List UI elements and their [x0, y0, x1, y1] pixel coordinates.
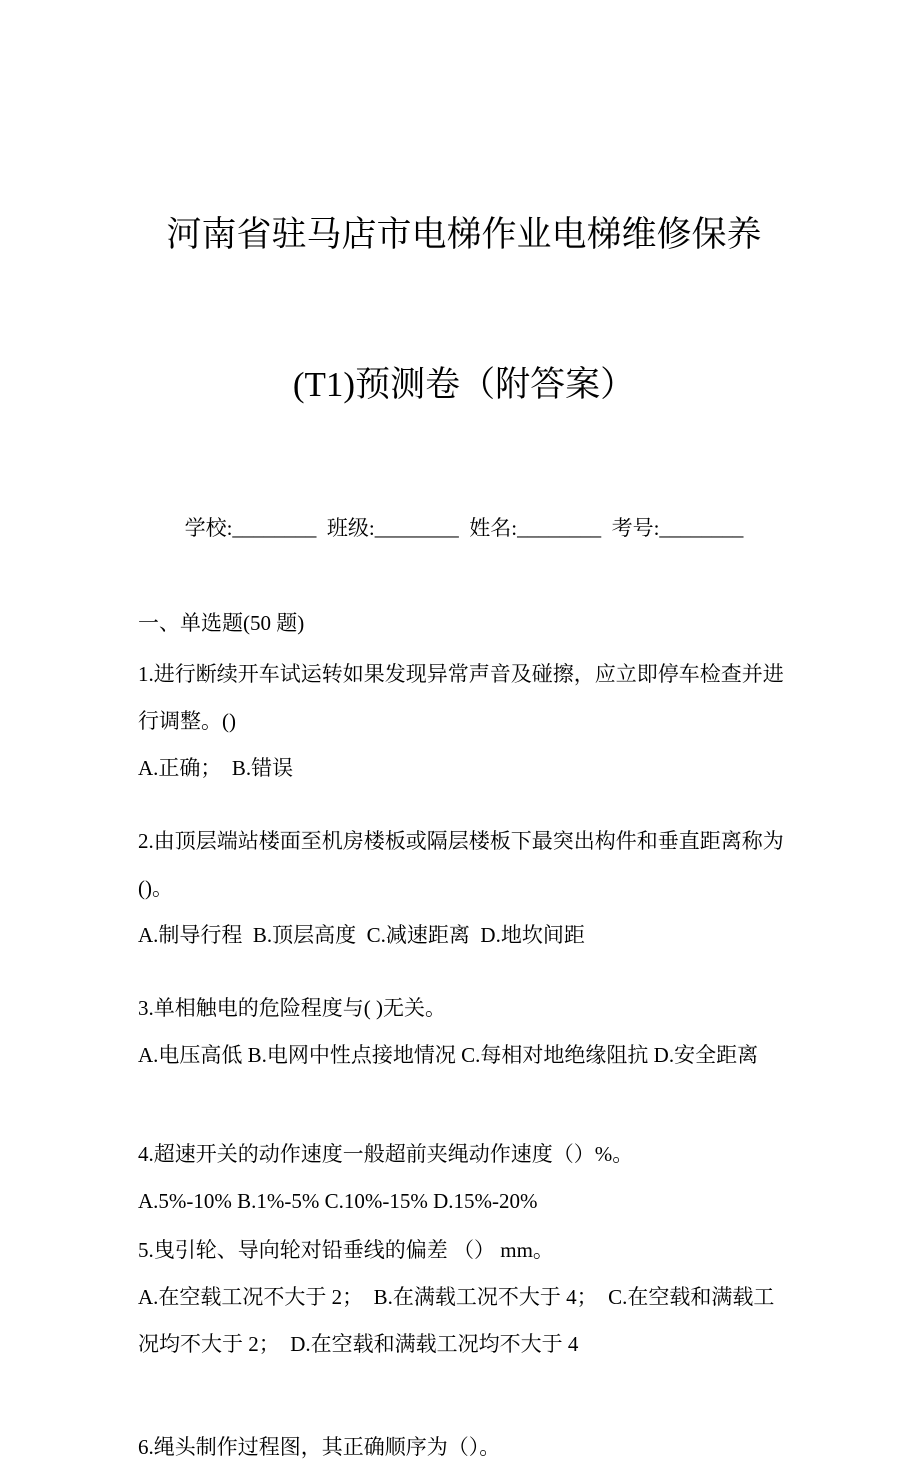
- section-header: 一、单选题(50 题): [138, 611, 305, 635]
- question-2: [138, 818, 790, 959]
- question-5: [138, 1227, 790, 1368]
- question-3: [138, 985, 790, 1079]
- page-title-line1: 河南省驻马店市电梯作业电梯维修保养: [166, 215, 762, 254]
- question-3-options: A.电压高低 B.电网中性点接地情况 C.每相对地绝缘阻抗 D.安全距离: [138, 1043, 759, 1067]
- question-6: [138, 1424, 790, 1471]
- question-4-options: A.5%-10% B.1%-5% C.10%-15% D.15%-20%: [138, 1189, 538, 1213]
- question-3-text: 3.单相触电的危险程度与( )无关。: [138, 996, 446, 1020]
- page-title-line2: (T1)预测卷（附答案）: [292, 365, 636, 404]
- question-2-text: 2.由顶层端站楼面至机房楼板或隔层楼板下最突出构件和垂直距离称为 ()。: [138, 829, 789, 900]
- question-5-options: A.在空载工况不大于 2； B.在满载工况不大于 4； C.在空载和满载工况均不大于 2； D.在空载和满载工况均不大于 4: [138, 1285, 775, 1356]
- question-6-text: 6.绳头制作过程图，其正确顺序为（）。: [138, 1435, 501, 1459]
- question-4-text: 4.超速开关的动作速度一般超前夹绳动作速度（）%。: [138, 1142, 634, 1166]
- question-4: [138, 1131, 790, 1225]
- question-1: [138, 651, 790, 792]
- student-info-line: 学校:________ 班级:________ 姓名:________ 考号:________: [184, 516, 744, 540]
- question-1-options: A.正确； B.错误: [138, 756, 294, 780]
- question-5-text: 5.曳引轮、导向轮对铅垂线的偏差 （） mm。: [138, 1238, 554, 1262]
- question-1-text: 1.进行断续开车试运转如果发现异常声音及碰擦，应立即停车检查并进行调整。(): [138, 662, 784, 733]
- exam-content: [138, 600, 790, 1471]
- page-title: [138, 110, 790, 510]
- question-2-options: A.制导行程 B.顶层高度 C.减速距离 D.地坎间距: [138, 923, 585, 947]
